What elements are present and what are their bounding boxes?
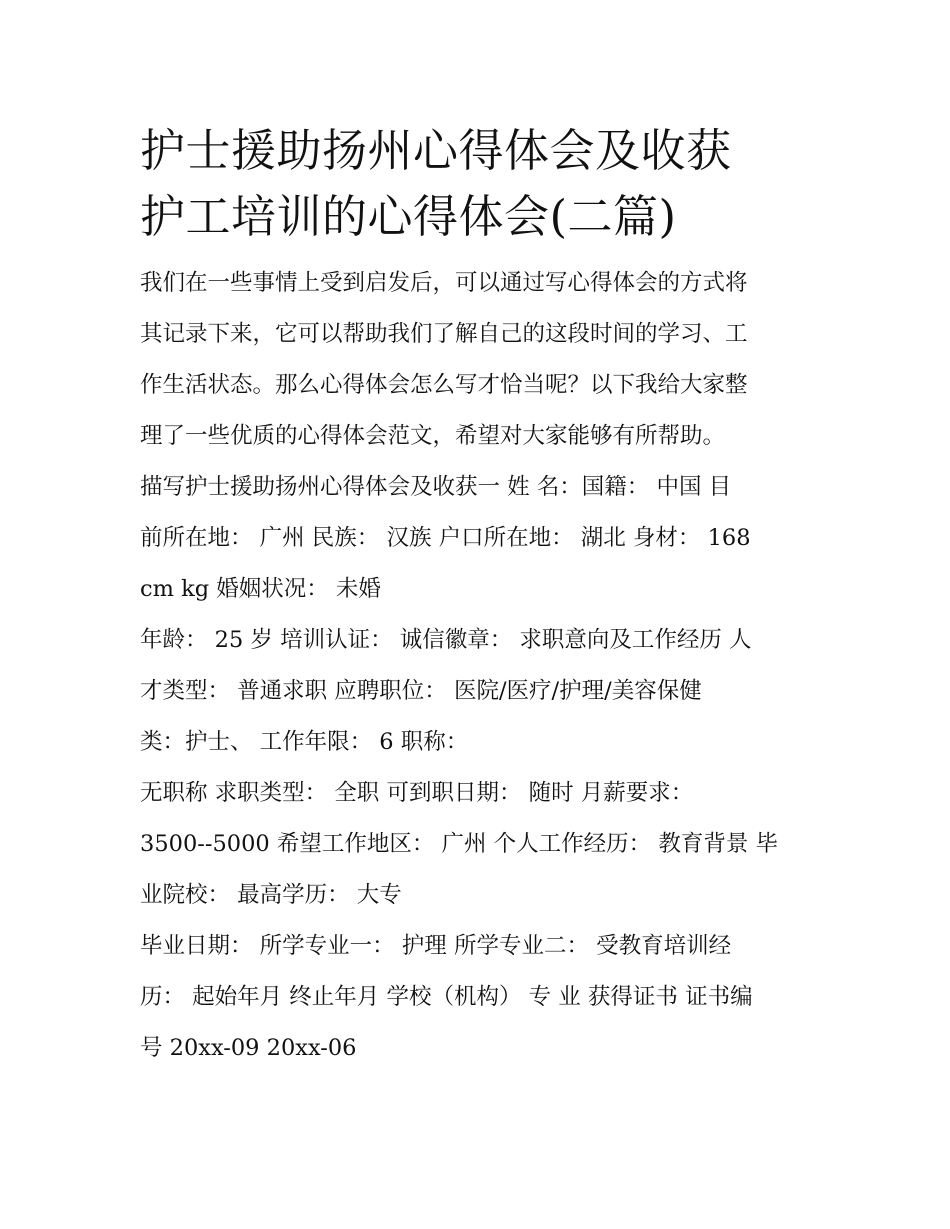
title-line-2: 护工培训的心得体会(二篇) (140, 190, 677, 243)
body-line: 前所在地： 广州 民族： 汉族 户口所在地： 湖北 身材： 168 (140, 525, 751, 551)
body-line: 作生活状态。那么心得体会怎么写才恰当呢？以下我给大家整 (140, 372, 748, 398)
body-line: 才类型： 普通求职 应聘职位： 医院/医疗/护理/美容保健 (140, 678, 702, 704)
body-line: 毕业日期： 所学专业一： 护理 所学专业二： 受教育培训经 (140, 933, 732, 959)
document-title (140, 118, 820, 250)
body-line: 年龄： 25 岁 培训认证： 诚信徽章： 求职意向及工作经历 人 (140, 627, 752, 653)
title-line-1: 护士援助扬州心得体会及收获 (140, 124, 732, 177)
body-line: 业院校： 最高学历： 大专 (140, 882, 402, 908)
body-line: 理了一些优质的心得体会范文，希望对大家能够有所帮助。 (140, 423, 726, 449)
body-line: 历： 起始年月 终止年月 学校（机构） 专 业 获得证书 证书编 (140, 984, 753, 1010)
body-line: 描写护士援助扬州心得体会及收获一 姓 名：国籍： 中国 目 (140, 474, 732, 500)
body-line: 3500--5000 希望工作地区： 广州 个人工作经历： 教育背景 毕 (140, 831, 778, 857)
body-line: cm kg 婚姻状况： 未婚 (140, 576, 381, 602)
body-line: 无职称 求职类型： 全职 可到职日期： 随时 月薪要求： (140, 780, 694, 806)
body-line: 号 20xx-09 20xx-06 (140, 1035, 357, 1061)
body-line: 我们在一些事情上受到启发后，可以通过写心得体会的方式将 (140, 270, 748, 296)
body-line: 类：护士、 工作年限： 6 职称： (140, 729, 469, 755)
document-content (140, 118, 820, 1074)
body-line: 其记录下来，它可以帮助我们了解自己的这段时间的学习、工 (140, 321, 748, 347)
document-body (140, 258, 820, 1074)
